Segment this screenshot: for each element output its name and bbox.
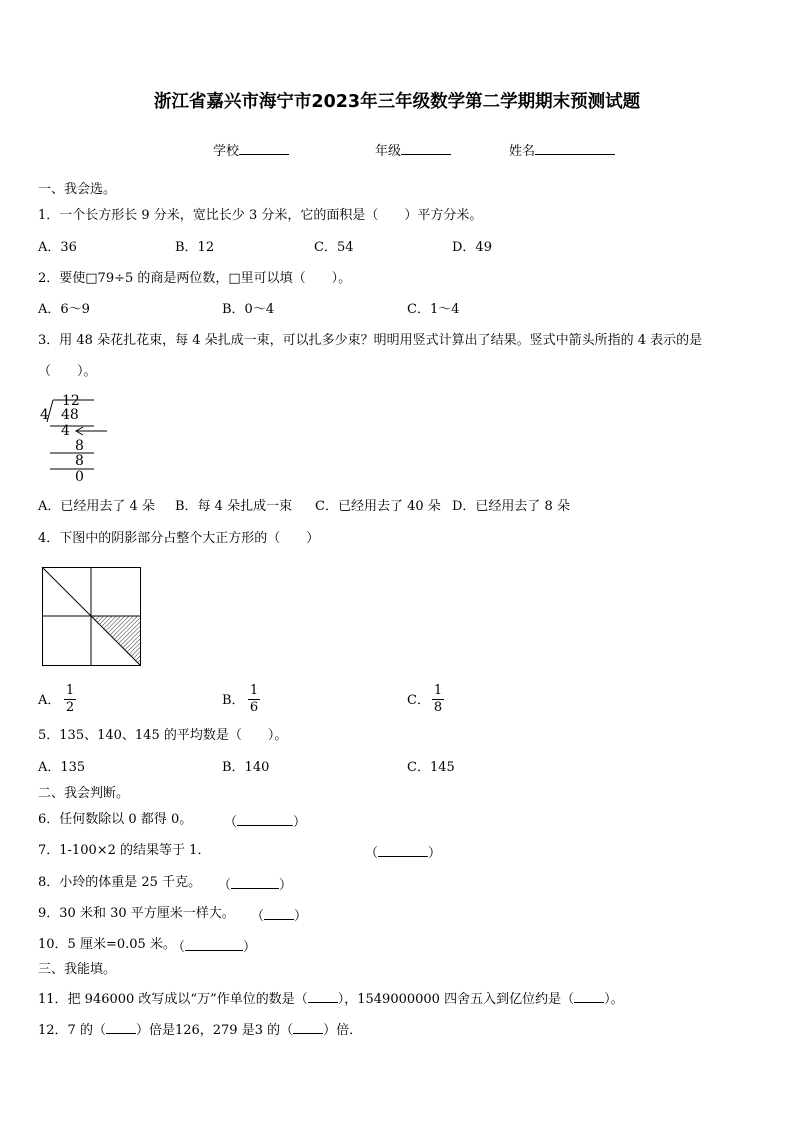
grade-blank[interactable] [401, 141, 451, 155]
answer-blank[interactable] [574, 989, 604, 1003]
answer-blank[interactable] [308, 989, 338, 1003]
name-label: 姓名 [509, 144, 536, 159]
answer-blank[interactable]: （ ） [218, 875, 292, 894]
question-3: 3．用 48 朵花扎花束，每 4 朵扎成一束，可以扎多少束？明明用竖式计算出了结果。竖式中箭头所指的 4 表示的是 [38, 333, 703, 348]
option-c[interactable]: C．54 [314, 240, 354, 255]
question-4: 4．下图中的阴影部分占整个大正方形的（ ） [38, 531, 320, 546]
option-a[interactable]: A．135 [38, 760, 86, 775]
option-b[interactable]: B．140 [222, 760, 270, 775]
question-9: 9．30 米和 30 平方厘米一样大。 [38, 906, 235, 921]
fraction-one-sixth: 1 6 [249, 683, 259, 715]
quotient: 12 [62, 393, 80, 409]
square-figure [42, 567, 142, 667]
option-c[interactable]: C． [407, 693, 430, 708]
question-1: 1．一个长方形长 9 分米，宽比长少 3 分米，它的面积是（ ）平方分米。 [38, 208, 483, 223]
answer-blank[interactable]: （ ） [172, 937, 256, 956]
grade-field[interactable] [375, 141, 451, 160]
division-step: 8 [75, 453, 84, 469]
question-8: 8．小玲的体重是 25 千克。 [38, 875, 202, 890]
option-b[interactable]: B．每 4 朵扎成一束 [175, 499, 293, 514]
question-12: 12．7 的（ ）倍是126，279 是3 的（ ）倍． [38, 1020, 362, 1039]
remainder: 0 [75, 469, 84, 485]
arrow-target-digit: 4 [61, 423, 70, 439]
divisor: 4 [40, 407, 49, 423]
division-step: 8 [75, 438, 84, 454]
option-a[interactable]: A．6～9 [38, 302, 90, 317]
option-a[interactable]: A．已经用去了 4 朵 [38, 499, 155, 514]
answer-blank[interactable]: （ ） [224, 812, 306, 831]
option-b[interactable]: B．0～4 [222, 302, 275, 317]
question-2: 2．要使□79÷5 的商是两位数，□里可以填（ ）。 [38, 271, 352, 286]
question-11: 11．把 946000 改写成以“万”作单位的数是（ ），1549000000 四舍五入到亿位约是（ ）。 [38, 989, 624, 1008]
question-10: 10．5 厘米=0.05 米。 [38, 937, 176, 952]
option-c[interactable]: C．1～4 [407, 302, 460, 317]
answer-blank[interactable]: （ ） [251, 906, 307, 925]
fraction-one-eighth: 1 8 [433, 683, 443, 715]
option-d[interactable]: D．49 [452, 240, 492, 255]
question-6: 6．任何数除以 0 都得 0。 [38, 812, 193, 827]
page-title: 浙江省嘉兴市海宁市2023年三年级数学第二学期期末预测试题 [153, 92, 641, 112]
school-blank[interactable] [239, 141, 289, 155]
name-blank[interactable] [535, 141, 615, 155]
option-b[interactable]: B．12 [175, 240, 215, 255]
grade-label: 年级 [375, 144, 402, 159]
dividend: 48 [61, 407, 79, 423]
section-heading: 三、我能填。 [38, 962, 117, 977]
section-heading: 一、我会选。 [38, 182, 117, 197]
name-field[interactable] [509, 141, 615, 160]
option-d[interactable]: D．已经用去了 8 朵 [452, 499, 570, 514]
answer-blank[interactable] [106, 1020, 136, 1034]
answer-blank[interactable] [293, 1020, 323, 1034]
school-label: 学校 [213, 144, 240, 159]
question-7: 7．1-100×2 的结果等于 1． [38, 843, 211, 858]
question-5: 5．135、140、145 的平均数是（ ）。 [38, 728, 288, 743]
option-c[interactable]: C．已经用去了 40 朵 [315, 499, 441, 514]
question-3-continued: （ ）。 [38, 364, 97, 379]
fraction-one-half: 1 2 [65, 683, 75, 715]
option-c[interactable]: C．145 [407, 760, 455, 775]
option-b[interactable]: B． [222, 693, 245, 708]
division-lines [30, 390, 150, 490]
school-field[interactable] [213, 141, 289, 160]
option-a[interactable]: A．36 [38, 240, 77, 255]
answer-blank[interactable]: （ ） [365, 843, 441, 862]
option-a[interactable]: A． [38, 693, 61, 708]
section-heading: 二、我会判断。 [38, 786, 130, 801]
